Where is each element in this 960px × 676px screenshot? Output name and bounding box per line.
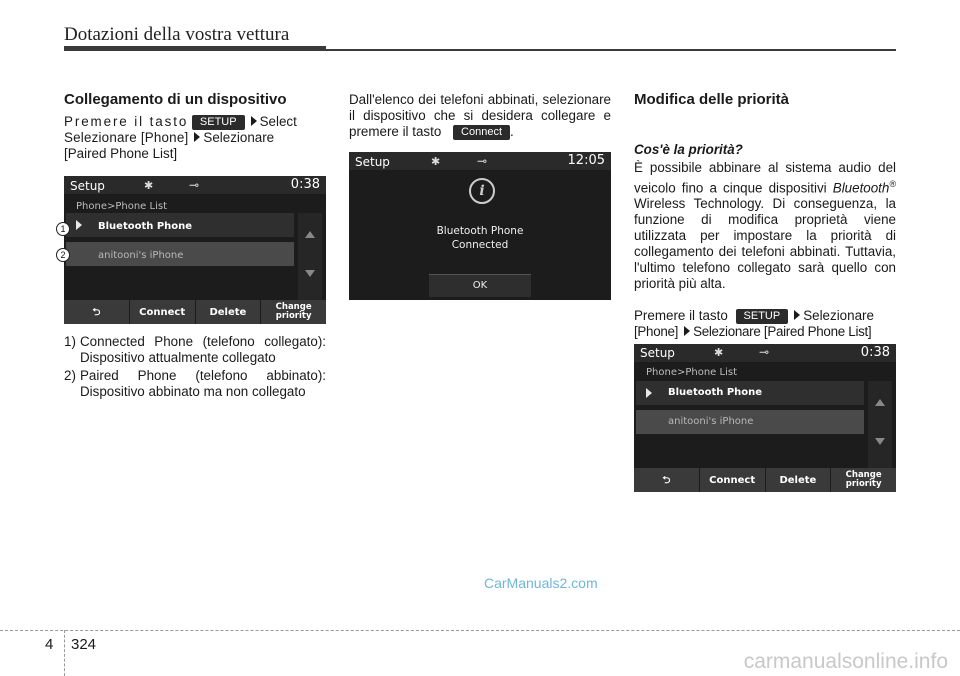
bluetooth-icon: ✱	[144, 179, 154, 192]
body-text: È possibile abbinare al sistema audio del veicolo fino a cinque dispositivi	[634, 160, 896, 196]
chevron-down-icon	[305, 270, 315, 277]
play-arrow-icon	[646, 388, 652, 398]
bluetooth-icon: ✱	[714, 346, 724, 359]
column-3	[634, 92, 896, 340]
list-item-label: Bluetooth Phone	[668, 387, 763, 398]
callout-1: 1	[56, 222, 70, 236]
subsection-heading: Cos'è la priorità?	[634, 142, 743, 157]
connect-key-tag: Connect	[453, 125, 510, 140]
column-1	[64, 92, 326, 402]
instruction-text: Selezionare [Phone]	[64, 130, 189, 145]
list-item-connected-phone[interactable]	[636, 381, 864, 405]
play-arrow-icon	[76, 220, 82, 230]
usb-icon: ⊸	[477, 154, 488, 168]
list-item-label: Bluetooth Phone	[98, 221, 193, 232]
instruction-text: Selezionare [Paired Phone List]	[693, 324, 872, 340]
instruction-text: .	[510, 124, 514, 139]
footer-site-logo: carmanualsonline.info	[743, 650, 948, 673]
instruction-paragraph	[64, 114, 326, 162]
arrow-right-icon	[684, 326, 690, 336]
registered-mark: ®	[889, 179, 896, 189]
usb-icon: ⊸	[189, 178, 200, 192]
header-rule-thin	[326, 49, 896, 51]
section-heading: Modifica delle priorità	[634, 91, 790, 108]
list-item-label: anitooni's iPhone	[668, 416, 754, 427]
body-paragraph	[634, 160, 896, 292]
scroll-up-button[interactable]	[298, 213, 322, 257]
dialog-line: Bluetooth Phone	[436, 225, 524, 237]
page-header-title: Dotazioni della vostra vettura	[64, 24, 290, 45]
dialog-message	[349, 224, 611, 252]
instruction-text: Selezionare	[803, 308, 874, 324]
list-item-connected-phone[interactable]	[66, 213, 294, 237]
list-item-label: anitooni's iPhone	[98, 250, 184, 261]
column-2	[349, 92, 611, 300]
list-text: Paired Phone (telefono abbinato): Dispositivo abbinato ma non collegato	[80, 368, 326, 399]
footer-rule	[0, 630, 960, 631]
ok-button[interactable]: OK	[429, 274, 531, 297]
instruction-paragraph	[634, 308, 896, 340]
bluetooth-term: Bluetooth	[832, 180, 890, 196]
screen-button-bar	[634, 468, 896, 492]
list-item-paired-phone[interactable]	[636, 410, 864, 434]
chevron-up-icon	[305, 231, 315, 238]
chevron-down-icon	[875, 438, 885, 445]
arrow-right-icon	[251, 116, 257, 126]
chapter-number: 4	[45, 636, 54, 653]
scroll-down-button[interactable]	[868, 424, 892, 468]
back-button[interactable]: ⮌	[92, 306, 101, 318]
list-text: Connected Phone (telefono collegato): Dispositivo attualmente collegato	[80, 334, 326, 365]
body-text: Wireless Technology. Di conseguenza, la funzione di modifica proprietà viene utilizzata per impostare la priorità di collegamento dei telefoni abbinati. Tuttavia, l'ultimo telefono collegato sarà quello con priorità più alta.	[634, 196, 896, 292]
instruction-text: [Paired Phone List]	[64, 146, 178, 161]
footer-divider	[64, 630, 65, 676]
instruction-text: [Phone]	[634, 324, 679, 340]
list-item	[64, 368, 326, 400]
watermark-link[interactable]: CarManuals2.com	[484, 575, 598, 591]
scroll-up-button[interactable]	[868, 381, 892, 425]
screen-title: Setup	[355, 155, 390, 169]
usb-icon: ⊸	[759, 345, 770, 359]
section-heading: Collegamento di un dispositivo	[64, 91, 287, 108]
phone-list-screen-priority	[634, 344, 896, 492]
instruction-text: Dall'elenco dei telefoni abbinati, selezionare il dispositivo che si desidera collegare e premere il tasto	[349, 92, 611, 139]
screen-breadcrumb: Phone>Phone List	[646, 367, 737, 378]
phone-list-screen	[64, 176, 326, 324]
info-icon: i	[469, 178, 495, 204]
header-rule	[64, 46, 326, 51]
connected-dialog-screen	[349, 152, 611, 300]
connect-button[interactable]: Connect	[129, 300, 195, 324]
list-number: 2)	[64, 368, 76, 383]
list-number: 1)	[64, 334, 76, 349]
list-item	[64, 334, 326, 366]
bluetooth-icon: ✱	[431, 155, 441, 168]
connect-button[interactable]: Connect	[699, 468, 765, 492]
legend-list	[64, 334, 326, 400]
screen-breadcrumb: Phone>Phone List	[76, 201, 167, 212]
setup-key-tag: SETUP	[192, 115, 245, 130]
screen-title: Setup	[640, 346, 675, 360]
instruction-text: Selezionare	[203, 130, 275, 145]
delete-button[interactable]: Delete	[765, 468, 831, 492]
arrow-right-icon	[794, 310, 800, 320]
list-item-paired-phone[interactable]	[66, 242, 294, 266]
screen-clock: 12:05	[567, 153, 605, 168]
callout-2: 2	[56, 248, 70, 262]
instruction-text: Premere il tasto	[64, 114, 189, 129]
arrow-right-icon	[194, 132, 200, 142]
page-number: 324	[71, 636, 97, 653]
instruction-text: Premere il tasto	[634, 308, 728, 324]
screen-clock: 0:38	[860, 345, 890, 360]
setup-key-tag: SETUP	[736, 309, 789, 324]
screen-button-bar	[64, 300, 326, 324]
screen-title: Setup	[70, 179, 105, 193]
change-priority-button[interactable]: Change priority	[260, 300, 326, 324]
delete-button[interactable]: Delete	[195, 300, 261, 324]
screen-clock: 0:38	[290, 177, 320, 192]
chevron-up-icon	[875, 399, 885, 406]
change-priority-button[interactable]: Change priority	[830, 468, 896, 492]
instruction-paragraph	[349, 92, 611, 140]
dialog-line: Connected	[451, 239, 509, 251]
instruction-text: Select	[259, 114, 297, 129]
scroll-down-button[interactable]	[298, 256, 322, 300]
back-button[interactable]: ⮌	[662, 474, 671, 486]
